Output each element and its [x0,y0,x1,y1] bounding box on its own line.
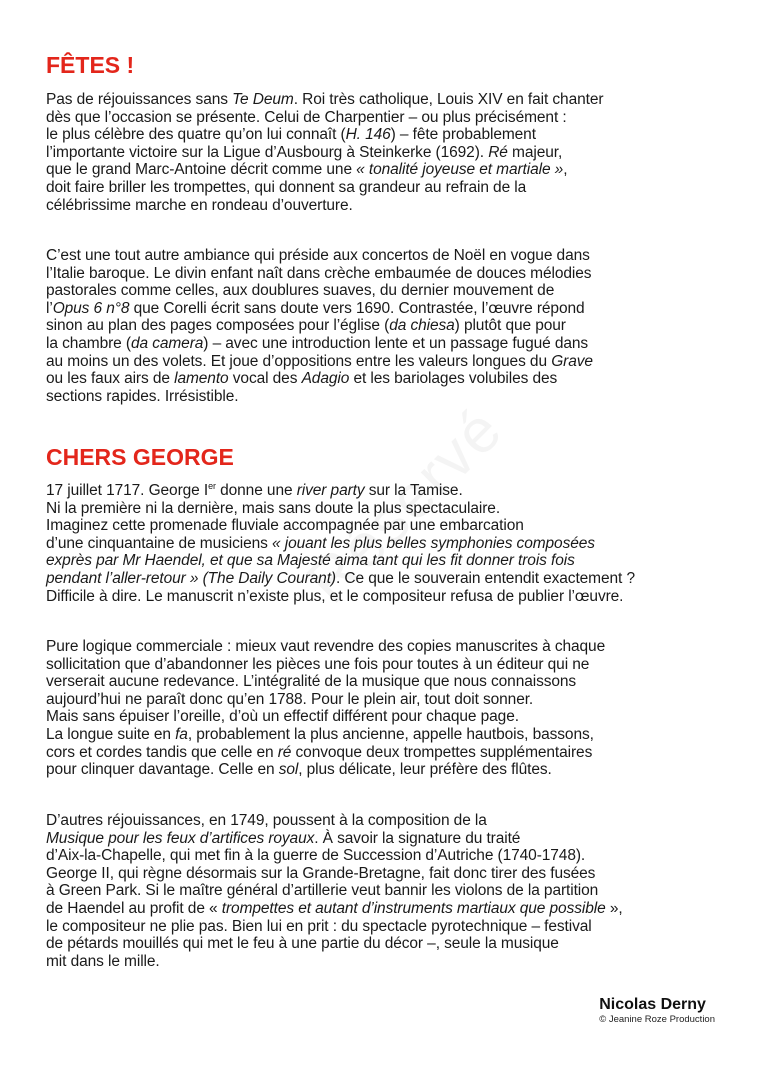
text-run: que le grand Marc-Antoine décrit comme une [46,161,357,179]
italic-text: Grave [551,352,593,370]
text-run: , probablement la plus ancienne, appelle hautbois, bassons, [187,725,594,743]
section-title-chers-george: CHERS GEORGE [46,444,234,470]
italic-text: trompettes et autant d’instruments martiaux que possible [221,899,606,917]
text-run: . Ce que le souverain entendit exactement ? [335,569,635,587]
italic-text: Ré [488,143,508,161]
text-run: », [605,899,623,917]
text-run: C’est une tout autre ambiance qui préside aux concertos de Noël en vogue dans [46,247,590,264]
superscript-text: er [208,480,216,491]
italic-text: lamento [174,370,229,388]
text-run: donne une [215,482,297,499]
italic-text: river party [296,482,365,499]
text-line [46,535,746,553]
text-run: pastorales comme celles, aux doublures suaves, du dernier mouvement de [46,282,555,300]
text-line [46,656,746,674]
italic-text: ré [277,743,292,761]
text-run: sollicitation que d’abandonner les pièces une fois pour toutes à un éditeur qui ne [46,655,590,673]
text-run: l’Italie baroque. Le divin enfant naît dans crèche embaumée de douces mélodies [46,264,592,282]
text-run: le plus célèbre des quatre qu’on lui connaît ( [46,126,346,144]
text-line [46,900,746,918]
text-run: sections rapides. Irrésistible. [46,387,239,405]
italic-text: pendant l’aller-retour » (The Daily Courant) [46,569,336,587]
text-line [46,317,746,335]
text-run: ) – fête probablement [390,126,536,144]
text-run: sinon au plan des pages composées pour l’église ( [46,317,390,335]
text-run: sur la Tamise. [364,482,463,499]
text-run: au moins un des volets. Et joue d’oppositions entre les valeurs longues du [46,352,552,370]
text-line [46,726,746,744]
text-line [46,353,746,371]
text-run: cors et cordes tandis que celle en [46,743,278,761]
text-run: ou les faux airs de [46,370,175,388]
text-run: que Corelli écrit sans doute vers 1690. Contrastée, l’œuvre répond [129,299,585,317]
text-run: vocal des [228,370,302,388]
text-line [46,161,746,179]
text-run: Ni la première ni la dernière, mais sans doute la plus spectaculaire. [46,499,501,517]
italic-text: Opus 6 n°8 [52,299,130,317]
text-line [46,847,746,865]
photo-credit: © Jeanine Roze Production [599,1014,715,1025]
text-run: Pure logique commerciale : mieux vaut revendre des copies manuscrites à chaque [46,638,606,655]
text-run: . À savoir la signature du traité [314,829,521,847]
text-run: le compositeur ne plie pas. Bien lui en prit : du spectacle pyrotechnique – festival [46,917,592,935]
text-line [46,482,746,500]
text-run: D’autres réjouissances, en 1749, poussent à la composition de la [46,812,487,829]
paragraph [46,812,746,970]
paragraph [46,482,746,605]
text-run: Pas de réjouissances sans [46,91,233,108]
text-run: dès que l’occasion se présente. Celui de Charpentier – ou plus précisément : [46,108,567,126]
text-run: Imaginez cette promenade fluviale accompagnée par une embarcation [46,517,524,535]
text-line [46,388,746,406]
text-line [46,91,746,109]
text-line [46,708,746,726]
text-line [46,865,746,883]
text-run: La longue suite en [46,725,176,743]
text-line [46,500,746,518]
author-name: Nicolas Derny [599,996,706,1013]
text-run: ) – avec une introduction lente et un passage fugué dans [203,334,589,352]
text-run: la chambre ( [46,334,131,352]
text-line [46,370,746,388]
italic-text: H. 146 [345,126,391,144]
text-line [46,109,746,127]
text-line [46,265,746,283]
text-run: ) plutôt que pour [454,317,566,335]
text-line [46,517,746,535]
text-line [46,179,746,197]
text-run: , plus délicate, leur préfère des flûtes. [298,761,552,779]
text-line [46,882,746,900]
text-line [46,691,746,709]
text-line [46,282,746,300]
text-run: convoque deux trompettes supplémentaires [291,743,593,761]
text-line [46,126,746,144]
text-run: doit faire briller les trompettes, qui donnent sa grandeur au refrain de la [46,178,527,196]
text-run: de pétards mouillés qui met le feu à une partie du décor –, seule la musique [46,935,559,953]
text-line [46,830,746,848]
text-line [46,247,746,265]
italic-text: Musique pour les feux d’artifices royaux [46,829,315,847]
text-line [46,570,746,588]
italic-text: « jouant les plus belles symphonies composées [272,534,595,552]
italic-text: da camera [130,334,204,352]
paragraph [46,91,746,214]
paragraph [46,247,746,405]
italic-text: da chiesa [389,317,455,335]
text-run: aujourd’hui ne paraît donc qu’en 1788. Pour le plein air, tout doit sonner. [46,690,534,708]
text-line [46,935,746,953]
text-run: et les bariolages volubiles des [349,370,558,388]
text-run: George II, qui règne désormais sur la Grande-Bretagne, fait donc tirer des fusées [46,864,596,882]
text-run: célébrissime marche en rondeau d’ouverture. [46,196,353,214]
text-run: Mais sans épuiser l’oreille, d’où un effectif différent pour chaque page. [46,708,519,726]
signature-block [599,996,715,1026]
text-line [46,144,746,162]
text-run: 17 juillet 1717. George I [46,482,209,499]
italic-text: « tonalité joyeuse et martiale » [356,161,564,179]
text-line [46,673,746,691]
text-line [46,918,746,936]
text-line [46,197,746,215]
text-line [46,812,746,830]
text-run: d’une cinquantaine de musiciens [46,534,273,552]
text-line [46,761,746,779]
italic-text: Adagio [301,370,350,388]
text-run: à Green Park. Si le maître général d’artillerie veut bannir les violons de la partition [46,882,599,900]
text-run: mit dans le mille. [46,952,160,970]
text-run: , [563,161,568,179]
paragraph [46,638,746,779]
italic-text: Te Deum [232,91,294,108]
section-title-fetes: FÊTES ! [46,52,135,78]
text-run: majeur, [507,143,563,161]
italic-text: fa [175,725,188,743]
text-run: de Haendel au profit de « [46,899,222,917]
text-line [46,335,746,353]
text-run: . Roi très catholique, Louis XIV en fait chanter [293,91,604,108]
text-line [46,300,746,318]
text-line [46,552,746,570]
text-line [46,638,746,656]
italic-text: exprès par Mr Haendel, et que sa Majesté aima tant qui les fit donner trois fois [46,552,575,570]
text-run: d’Aix-la-Chapelle, qui met fin à la guerre de Succession d’Autriche (1740-1748). [46,847,586,865]
text-line [46,588,746,606]
text-run: l’ [46,299,53,317]
italic-text: sol [278,761,299,779]
text-run: Difficile à dire. Le manuscrit n’existe plus, et le compositeur refusa de publier l’œuvre. [46,587,624,605]
text-line [46,744,746,762]
text-run: l’importante victoire sur la Ligue d’Ausbourg à Steinkerke (1692). [46,143,489,161]
text-line [46,953,746,971]
text-run: pour clinquer davantage. Celle en [46,761,279,779]
text-run: verserait aucune redevance. L’intégralité de la musique que nous connaissons [46,673,577,691]
